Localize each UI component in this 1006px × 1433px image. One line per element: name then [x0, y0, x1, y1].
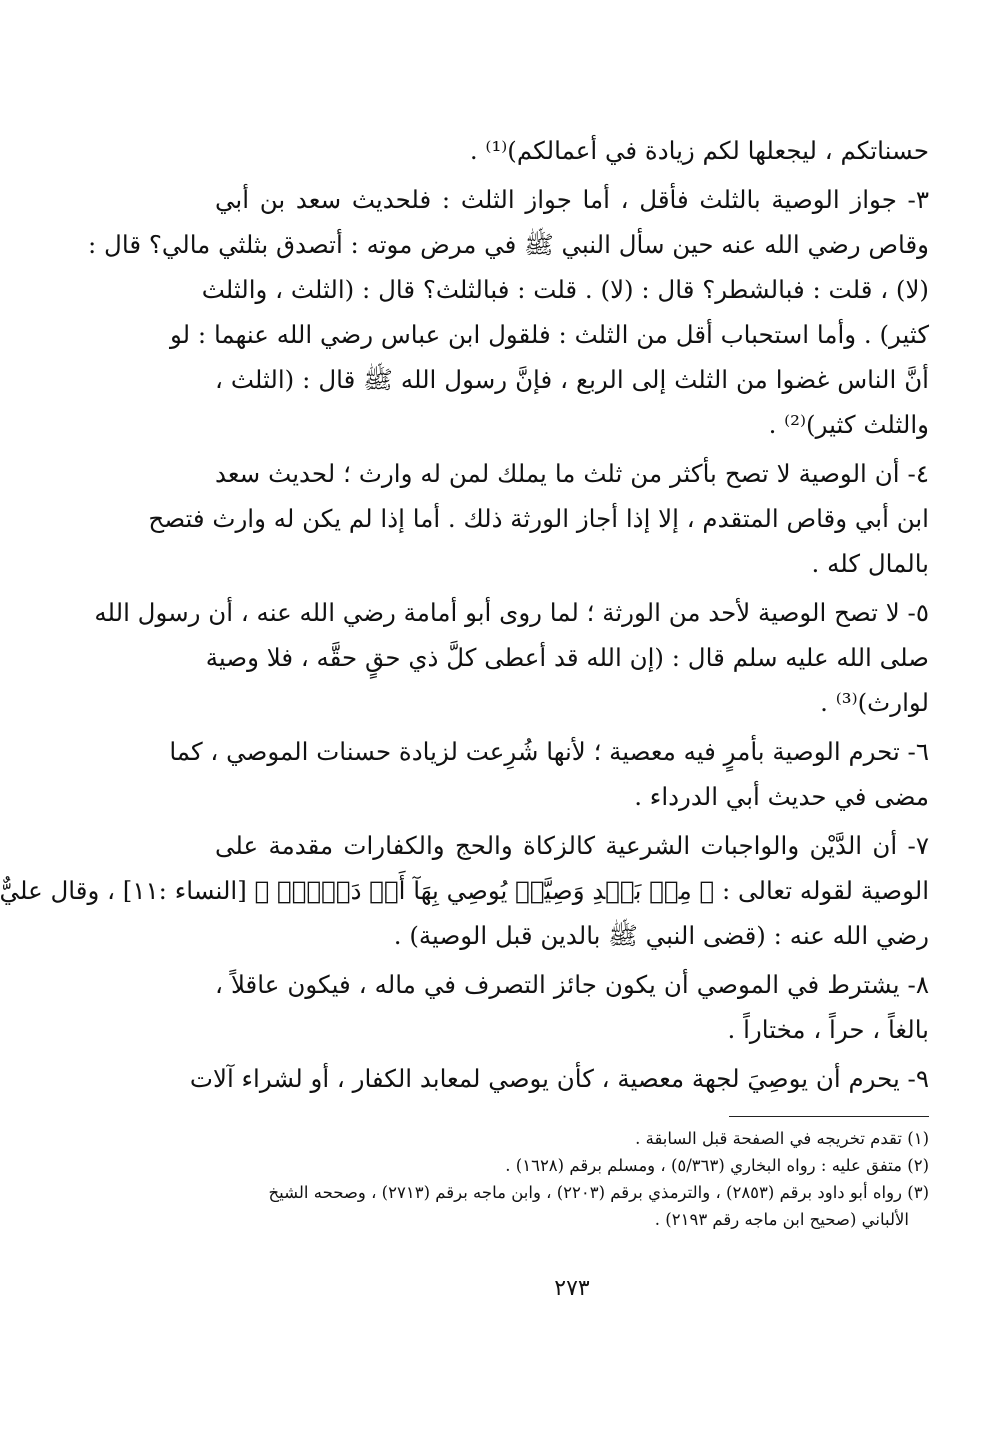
text-line: ابن أبي وقاص المتقدم ، إلا إذا أجاز الورثة ذلك . أما إذا لم يكن له وارث فتصح [148, 504, 929, 533]
footnote-2 [215, 1152, 929, 1179]
footnote-line: الألباني (صحيح ابن ماجه رقم ٢١٩٣) . [654, 1210, 909, 1229]
text-line: ٧- أن الدَّيْن والواجبات الشرعية كالزكاة والحج والكفارات مقدمة على [215, 831, 929, 860]
text-line: ٤- أن الوصية لا تصح بأكثر من ثلث ما يملك لمن له وارث ؛ لحديث سعد [215, 459, 929, 488]
text-line: أنَّ الناس غضوا من الثلث إلى الربع ، فإنَّ رسول الله ﷺ قال : (الثلث ، [215, 365, 929, 394]
paragraph-item-8 [215, 962, 929, 1052]
text-line: بالمال كله . [811, 549, 929, 578]
text-line: لوارث)⁽³⁾ . [820, 688, 929, 717]
paragraph-item-7 [0, 823, 929, 958]
paragraph-item-5 [94, 590, 929, 725]
footnote-divider [729, 1116, 929, 1117]
book-page [0, 128, 929, 1433]
text-line: رضي الله عنه : (قضى النبي ﷺ بالدين قبل الوصية) . [393, 921, 929, 950]
text-line: حسناتكم ، ليجعلها لكم زيادة في أعمالكم)⁽¹⁾ . [469, 136, 929, 165]
text-line: والثلث كثير)⁽²⁾ . [768, 410, 929, 439]
paragraph-item-4 [148, 451, 929, 586]
footnotes-section [215, 1116, 929, 1233]
paragraph-item-3 [88, 177, 929, 447]
text-line: ٦- تحرم الوصية بأمرٍ فيه معصية ؛ لأنها شُرِعت لزيادة حسنات الموصي ، كما [169, 737, 929, 766]
text-line: ٣- جواز الوصية بالثلث فأقل ، أما جواز الثلث : فلحديث سعد بن أبي [215, 185, 929, 214]
text-line: كثير) . وأما استحباب أقل من الثلث : فلقول ابن عباس رضي الله عنهما : لو [170, 320, 929, 349]
text-line: (لا) ، قلت : فبالشطر؟ قال : (لا) . قلت : فبالثلث؟ قال : (الثلث ، والثلث [201, 275, 929, 304]
page-number: ٢٧٣ [554, 1276, 590, 1301]
paragraph-continuation [215, 128, 929, 173]
text-line: الوصية لقوله تعالى : ﴿ مِنۢ بَعۡدِ وَصِيَّةٖ يُوصِي بِهَآ أَوۡ دَيۡنٍۗ ﴾ [النساء :١١] ، وقال عليٌّ [0, 876, 929, 905]
footnote-line: (٣) رواه أبو داود برقم (٢٨٥٣) ، والترمذي برقم (٢٢٠٣) ، وابن ماجه برقم (٢٧١٣) ، وصححه الشيخ [268, 1183, 929, 1202]
text-line: ٨- يشترط في الموصي أن يكون جائز التصرف في ماله ، فيكون عاقلاً ، [215, 970, 929, 999]
text-line: مضى في حديث أبي الدرداء . [634, 782, 929, 811]
text-line: بالغاً ، حراً ، مختاراً . [727, 1015, 929, 1044]
footnote-3 [215, 1179, 929, 1233]
text-line: ٩- يحرم أن يوصِيَ لجهة معصية ، كأن يوصي لمعابد الكفار ، أو لشراء آلات [189, 1064, 929, 1093]
paragraph-item-6 [169, 729, 929, 819]
text-line: وقاص رضي الله عنه حين سأل النبي ﷺ في مرض موته : أتصدق بثلثي مالي؟ قال : [88, 230, 929, 259]
footnote-1 [215, 1125, 929, 1152]
main-text [0, 128, 929, 1101]
text-line: ٥- لا تصح الوصية لأحد من الورثة ؛ لما روى أبو أمامة رضي الله عنه ، أن رسول الله [94, 598, 929, 627]
paragraph-item-9 [189, 1056, 929, 1101]
footnote-line: (٢) متفق عليه : رواه البخاري (٥/٣٦٣) ، ومسلم برقم (١٦٢٨) . [505, 1156, 929, 1175]
text-line: صلى الله عليه سلم قال : (إن الله قد أعطى كلَّ ذي حقٍ حقَّه ، فلا وصية [205, 643, 929, 672]
footnote-line: (١) تقدم تخريجه في الصفحة قبل السابقة . [635, 1129, 929, 1148]
